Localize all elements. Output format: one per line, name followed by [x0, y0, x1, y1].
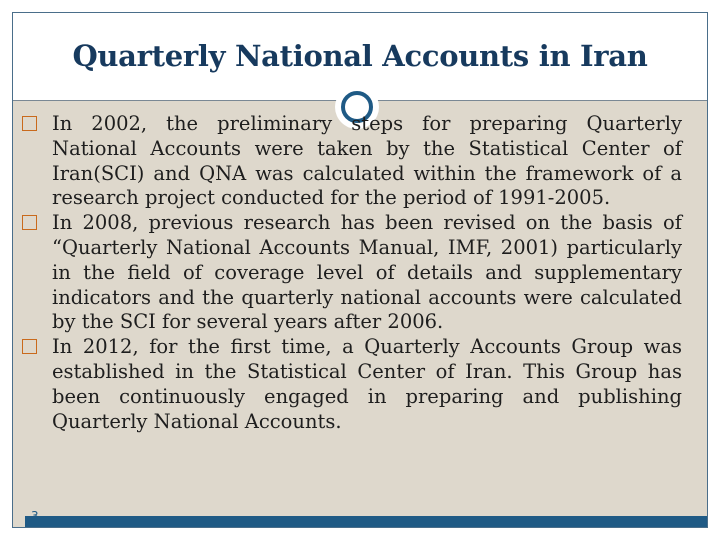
bullet-item-1	[22, 112, 682, 211]
bullet-item-2	[22, 211, 682, 335]
bullet-text: In 2002, the preliminary steps for preparing Quarterly National Accounts were taken by the Statistical Center of Iran(SCI) and QNA was calculated within the framework of a research project conducted for the period of 1991-2005.	[52, 112, 682, 210]
bullet-item-3	[22, 335, 682, 434]
hollow-square-bullet-icon	[22, 116, 37, 131]
bullet-text: In 2008, previous research has been revised on the basis of “Quarterly National Accounts Manual, IMF, 2001) particularly in the field of coverage level of details and supplementary indicators and the quarterly national accounts were calculated by the SCI for several years after 2006.	[52, 211, 682, 334]
slide-number: 3	[31, 509, 39, 523]
footer-accent-bar	[25, 516, 707, 527]
hollow-square-bullet-icon	[22, 339, 37, 354]
footer-bar	[13, 502, 707, 527]
bullet-text: In 2012, for the first time, a Quarterly Accounts Group was established in the Statistical Center of Iran. This Group has been continuously engaged in preparing and publishing Quarterly National Accounts.	[52, 335, 682, 433]
slide-title: Quarterly National Accounts in Iran	[72, 39, 648, 73]
hollow-square-bullet-icon	[22, 215, 37, 230]
bullet-list	[22, 112, 682, 434]
